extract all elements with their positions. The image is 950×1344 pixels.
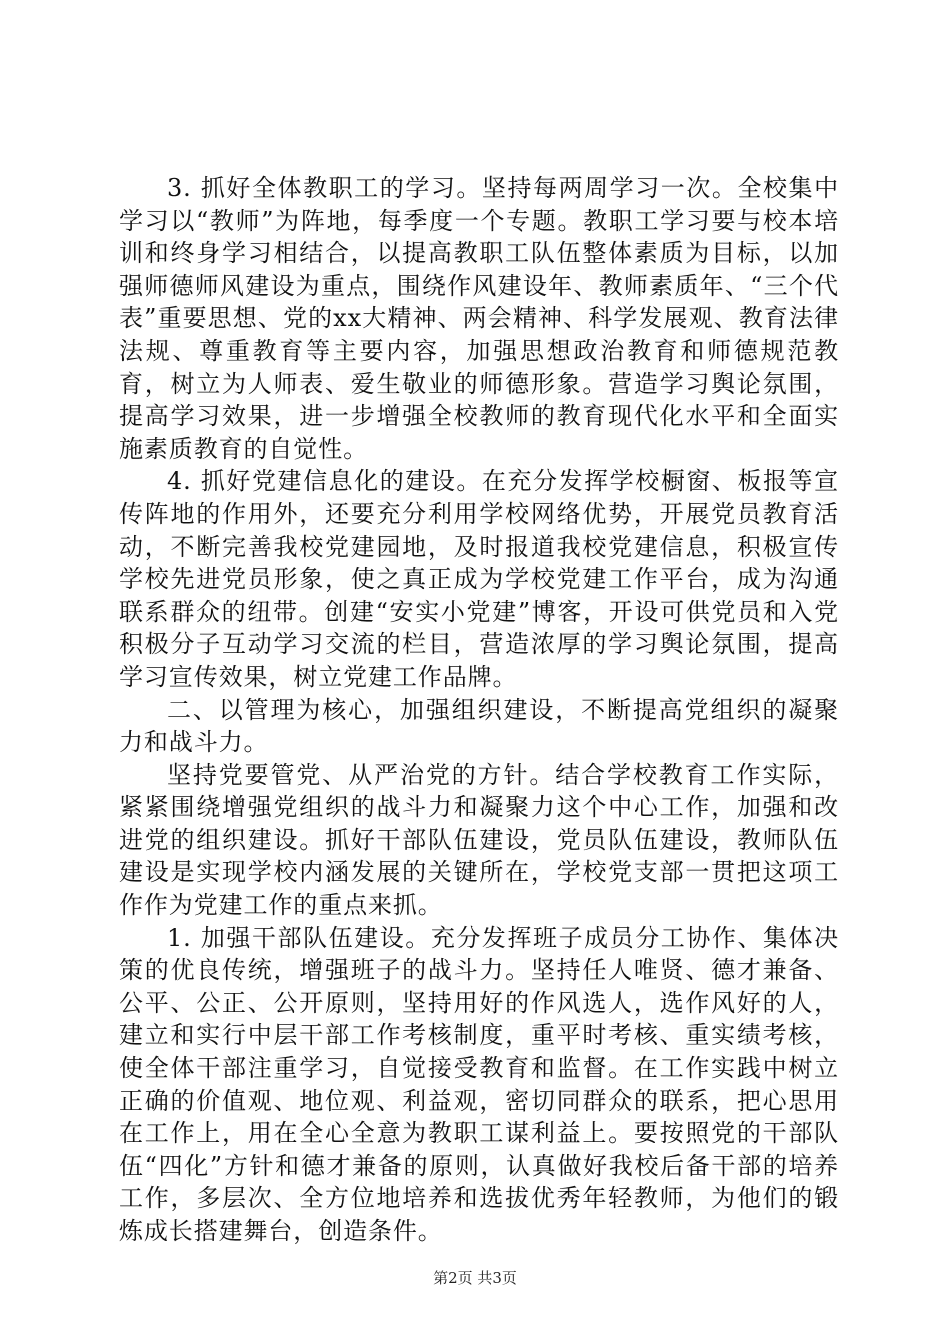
section-heading-organization: 二、以管理为核心，加强组织建设，不断提高党组织的凝聚力和战斗力。 — [119, 695, 839, 757]
document-body — [119, 172, 839, 1248]
paragraph-party-discipline: 坚持党要管党、从严治党的方针。结合学校教育工作实际，紧紧围绕增强党组织的战斗力和凝聚力这个中心工作，加强和改进党的组织建设。抓好干部队伍建设，党员队伍建设，教师队伍建设是实现学校内涵发展的关键所在，学校党支部一贯把这项工作作为党建工作的重点来抓。 — [119, 760, 839, 920]
paragraph-party-informatization: 4. 抓好党建信息化的建设。在充分发挥学校橱窗、板报等宣传阵地的作用外，还要充分利用学校网络优势，开展党员教育活动，不断完善我校党建园地，及时报道我校党建信息，积极宣传学校先进党员形象，使之真正成为学校党建工作平台，成为沟通联系群众的纽带。创建“安实小党建”博客，开设可供党员和入党积极分子互动学习交流的栏目，营造浓厚的学习舆论氛围，提高学习宣传效果，树立党建工作品牌。 — [119, 467, 839, 691]
paragraph-cadre-building: 1. 加强干部队伍建设。充分发挥班子成员分工协作、集体决策的优良传统，增强班子的战斗力。坚持任人唯贤、德才兼备、公平、公正、公开原则，坚持用好的作风选人，选作风好的人，建立和实行中层干部工作考核制度，重平时考核、重实绩考核，使全体干部注重学习，自觉接受教育和监督。在工作实践中树立正确的价值观、地位观、利益观，密切同群众的联系，把心思用在工作上，用在全心全意为教职工谋利益上。要按照党的干部队伍“四化”方针和德才兼备的原则，认真做好我校后备干部的培养工作，多层次、全方位地培养和选拔优秀年轻教师，为他们的锻炼成长搭建舞台，创造条件。 — [119, 923, 839, 1245]
page-footer: 第2页 共3页 — [433, 1269, 517, 1287]
paragraph-teacher-study: 3. 抓好全体教职工的学习。坚持每两周学习一次。全校集中学习以“教师”为阵地，每季度一个专题。教职工学习要与校本培训和终身学习相结合，以提高教职工队伍整体素质为目标，以加强师德师风建设为重点，围绕作风建设年、教师素质年、“三个代表”重要思想、党的xx大精神、两会精神、科学发展观、教育法律法规、尊重教育等主要内容，加强思想政治教育和师德规范教育，树立为人师表、爱生敬业的师德形象。营造学习舆论氛围，提高学习效果，进一步增强全校教师的教育现代化水平和全面实施素质教育的自觉性。 — [119, 174, 839, 463]
